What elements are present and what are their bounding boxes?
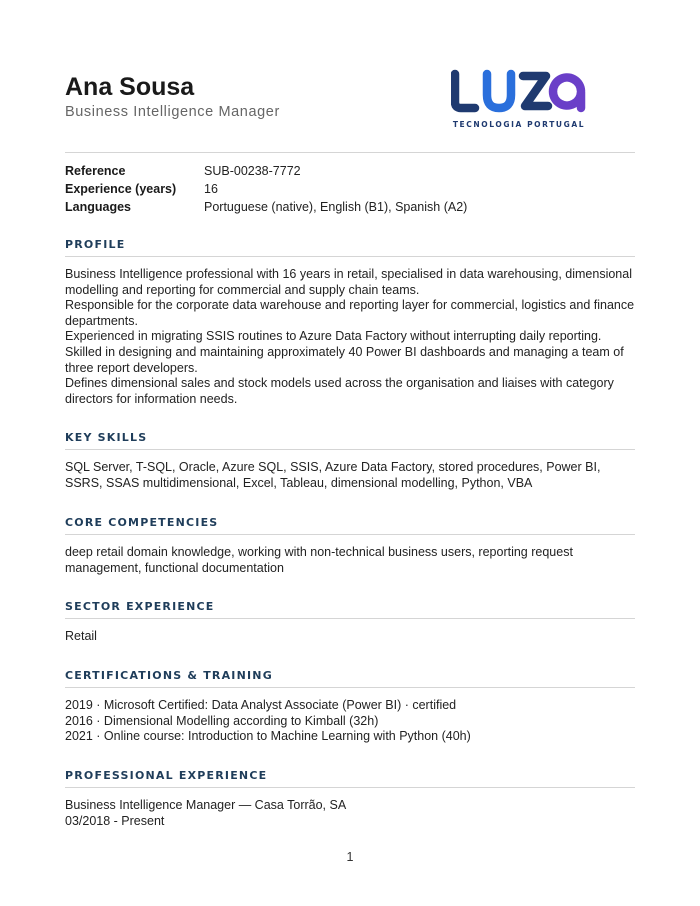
section-professional-experience bbox=[65, 769, 635, 829]
profile-paragraph: Responsible for the corporate data warehouse and reporting layer for commercial, logistics and finance departments. bbox=[65, 298, 635, 328]
profile-paragraph: Defines dimensional sales and stock models used across the organisation and liaises with category directors for information needs. bbox=[65, 376, 614, 406]
luza-wordmark-logo bbox=[451, 68, 587, 114]
key-skills-body bbox=[65, 460, 635, 491]
info-row-languages bbox=[65, 198, 635, 216]
certifications-body bbox=[65, 698, 635, 745]
profile-paragraph: Business Intelligence professional with 16 years in retail, specialised in data warehousing, dimensional modelling and reporting for commercial and supply chain teams. bbox=[65, 267, 632, 297]
sector-experience-text: Retail bbox=[65, 629, 97, 643]
section-divider bbox=[65, 687, 635, 688]
cv-page bbox=[65, 0, 635, 906]
profile-body bbox=[65, 267, 635, 407]
section-divider bbox=[65, 449, 635, 450]
section-certifications bbox=[65, 669, 635, 745]
profile-paragraph: Experienced in migrating SSIS routines to Azure Data Factory without interrupting daily reporting. bbox=[65, 329, 602, 344]
section-title: CERTIFICATIONS & TRAINING bbox=[65, 669, 273, 682]
section-core-competencies bbox=[65, 516, 635, 576]
professional-experience-body bbox=[65, 798, 635, 829]
header-divider bbox=[65, 152, 635, 153]
experience-period: 03/2018 - Present bbox=[65, 813, 165, 828]
info-key: Languages bbox=[65, 200, 131, 214]
profile-paragraph: Skilled in designing and maintaining approximately 40 Power BI dashboards and managing a team of three report developers. bbox=[65, 344, 624, 375]
sector-experience-body bbox=[65, 629, 635, 645]
cv-header bbox=[65, 72, 635, 142]
candidate-name: Ana Sousa bbox=[65, 73, 195, 101]
section-divider bbox=[65, 787, 635, 788]
section-title: PROFESSIONAL EXPERIENCE bbox=[65, 769, 268, 782]
candidate-title: Business Intelligence Manager bbox=[65, 104, 280, 120]
certification-item: 2021 · Online course: Introduction to Machine Learning with Python (40h) bbox=[65, 729, 471, 744]
section-divider bbox=[65, 618, 635, 619]
core-competencies-text: deep retail domain knowledge, working with non-technical business users, reporting request management, functional documentation bbox=[65, 545, 573, 575]
info-value: SUB-00238-7772 bbox=[204, 164, 301, 178]
section-title: PROFILE bbox=[65, 238, 126, 251]
info-table bbox=[65, 162, 635, 216]
core-competencies-body bbox=[65, 545, 635, 576]
info-key: Reference bbox=[65, 164, 126, 178]
certification-item: 2019 · Microsoft Certified: Data Analyst Associate (Power BI) · certified bbox=[65, 698, 457, 712]
company-logo bbox=[451, 68, 587, 134]
section-title: KEY SKILLS bbox=[65, 431, 148, 444]
info-key: Experience (years) bbox=[65, 182, 177, 196]
info-row-reference bbox=[65, 162, 635, 180]
info-row-experience bbox=[65, 180, 635, 198]
key-skills-text: SQL Server, T-SQL, Oracle, Azure SQL, SSIS, Azure Data Factory, stored procedures, Power BI, SSRS, SSAS multidimensional, Excel, Tableau, dimensional modelling, Python, VBA bbox=[65, 460, 601, 490]
section-divider bbox=[65, 256, 635, 257]
info-value: 16 bbox=[204, 182, 218, 196]
page-number: 1 bbox=[346, 850, 354, 864]
section-title: CORE COMPETENCIES bbox=[65, 516, 219, 529]
section-title: SECTOR EXPERIENCE bbox=[65, 600, 215, 613]
section-profile bbox=[65, 238, 635, 407]
section-sector-experience bbox=[65, 600, 635, 645]
info-value: Portuguese (native), English (B1), Spanish (A2) bbox=[204, 200, 468, 214]
section-key-skills bbox=[65, 431, 635, 491]
certification-item: 2016 · Dimensional Modelling according to Kimball (32h) bbox=[65, 713, 379, 728]
logo-tagline: TECNOLOGIA PORTUGAL bbox=[452, 120, 586, 129]
section-divider bbox=[65, 534, 635, 535]
experience-role: Business Intelligence Manager — Casa Torrão, SA bbox=[65, 798, 347, 812]
